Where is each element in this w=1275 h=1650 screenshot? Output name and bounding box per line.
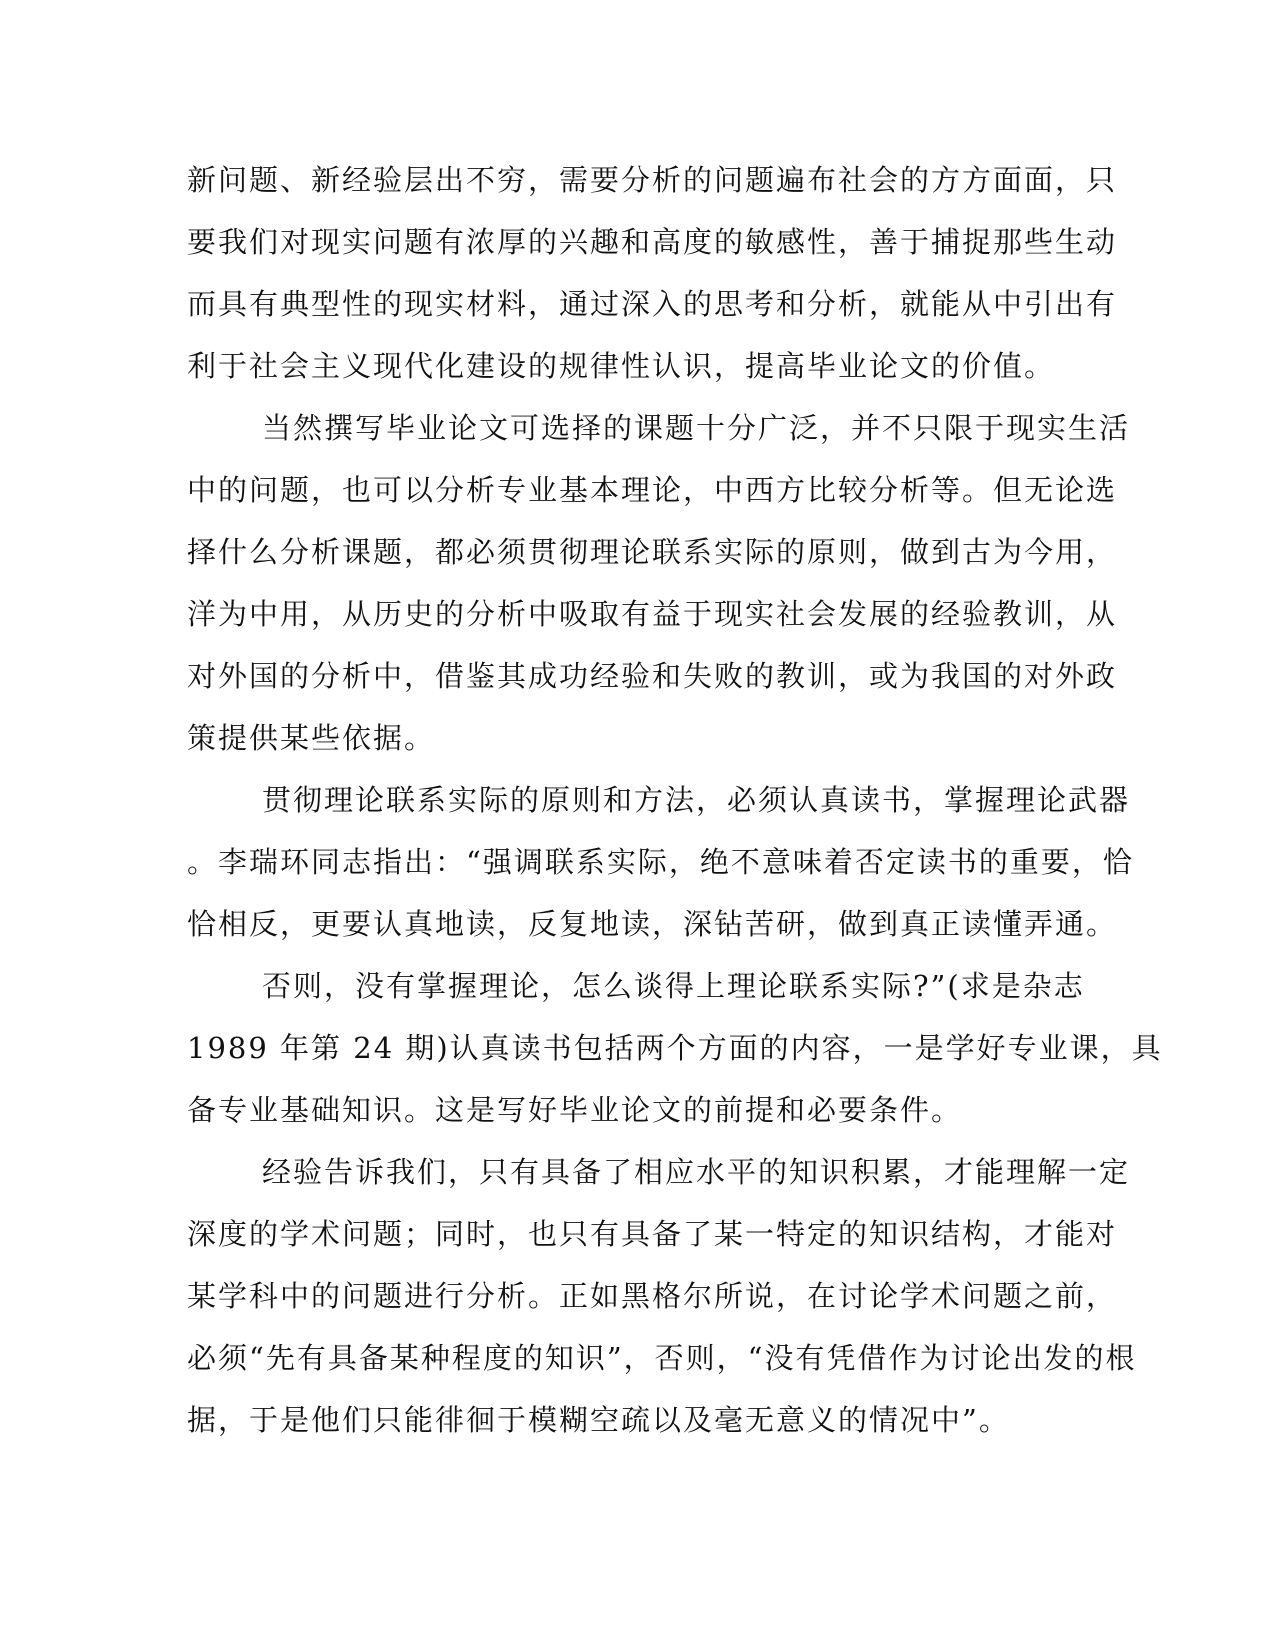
text-line: 新问题、新经验层出不穷，需要分析的问题遍布社会的方方面面，只 — [187, 163, 1118, 197]
text-line: 策提供某些依据。 — [187, 721, 436, 755]
text-line: 而具有典型性的现实材料，通过深入的思考和分析，就能从中引出有 — [187, 287, 1118, 321]
paragraph-first-line: 经验告诉我们，只有具备了相应水平的知识积累，才能理解一定 — [262, 1155, 1131, 1189]
text-line: 要我们对现实问题有浓厚的兴趣和高度的敏感性，善于捕捉那些生动 — [187, 225, 1118, 259]
text-line: 必须“先有具备某种程度的知识”，否则，“没有凭借作为讨论出发的根 — [187, 1341, 1137, 1375]
text-line: 备专业基础知识。这是写好毕业论文的前提和必要条件。 — [187, 1093, 963, 1127]
text-line: 择什么分析课题，都必须贯彻理论联系实际的原则，做到古为今用， — [187, 535, 1118, 569]
text-line: 某学科中的问题进行分析。正如黑格尔所说，在讨论学术问题之前， — [187, 1279, 1118, 1313]
text-line: 洋为中用，从历史的分析中吸取有益于现实社会发展的经验教训，从 — [187, 597, 1118, 631]
text-line: 中的问题，也可以分析专业基本理论，中西方比较分析等。但无论选 — [187, 473, 1118, 507]
paragraph-first-line: 否则，没有掌握理论，怎么谈得上理论联系实际?”(求是杂志 — [262, 969, 1085, 1003]
text-line: 对外国的分析中，借鉴其成功经验和失败的教训，或为我国的对外政 — [187, 659, 1118, 693]
text-line: 利于社会主义现代化建设的规律性认识，提高毕业论文的价值。 — [187, 349, 1056, 383]
text-line: 深度的学术问题；同时，也只有具备了某一特定的知识结构，才能对 — [187, 1217, 1118, 1251]
paragraph-first-line: 贯彻理论联系实际的原则和方法，必须认真读书，掌握理论武器 — [262, 783, 1131, 817]
text-line: 。李瑞环同志指出：“强调联系实际，绝不意味着否定读书的重要，恰 — [187, 845, 1134, 879]
text-line: 据，于是他们只能徘徊于模糊空疏以及毫无意义的情况中”。 — [187, 1403, 1010, 1437]
paragraph-first-line: 当然撰写毕业论文可选择的课题十分广泛，并不只限于现实生活 — [262, 411, 1131, 445]
document-body — [187, 159, 1163, 1461]
text-line: 1989 年第 24 期)认真读书包括两个方面的内容，一是学好专业课，具 — [187, 1031, 1163, 1065]
text-line: 恰相反，更要认真地读，反复地读，深钻苦研，做到真正读懂弄通。 — [187, 907, 1118, 941]
